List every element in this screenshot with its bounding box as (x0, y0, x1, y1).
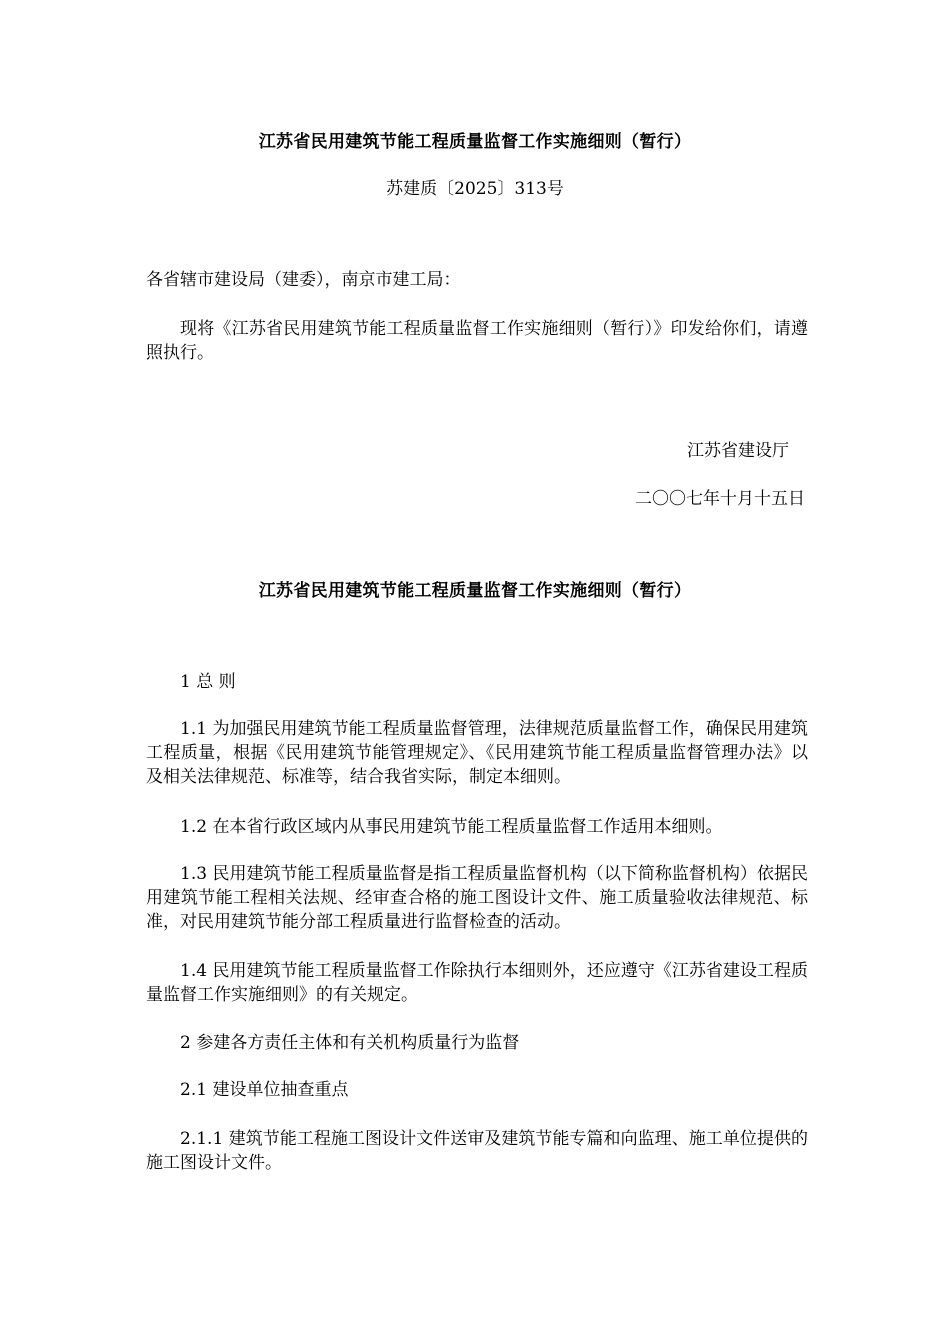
notice-title: 江苏省民用建筑节能工程质量监督工作实施细则（暂行） (258, 132, 692, 152)
article-1-2: 1.2 在本省行政区域内从事民用建筑节能工程质量监督工作适用本细则。 (180, 817, 723, 837)
article-2-1-1: 2.1.1 建筑节能工程施工图设计文件送审及建筑节能专篇和向监理、施工单位提供的施工图设计文件。 (146, 1129, 808, 1173)
issuer: 江苏省建设厅 (687, 441, 789, 461)
rules-title: 江苏省民用建筑节能工程质量监督工作实施细则（暂行） (258, 581, 692, 601)
issue-date: 二〇〇七年十月十五日 (635, 489, 805, 509)
subsection-2-1: 2.1 建设单位抽查重点 (180, 1080, 349, 1100)
section-heading-1: 1 总 则 (180, 672, 236, 692)
article-1-4: 1.4 民用建筑节能工程质量监督工作除执行本细则外，还应遵守《江苏省建设工程质量监督工作实施细则》的有关规定。 (146, 961, 808, 1005)
article-1-1: 1.1 为加强民用建筑节能工程质量监督管理，法律规范质量监督工作，确保民用建筑工程质量，根据《民用建筑节能管理规定》、《民用建筑节能工程质量监督管理办法》以及相关法律规范、标准等，结合我省实际，制定本细则。 (146, 719, 808, 787)
addressee-line: 各省辖市建设局（建委），南京市建工局： (146, 270, 461, 290)
document-number: 苏建质〔2025〕313号 (386, 179, 564, 199)
notice-body: 现将《江苏省民用建筑节能工程质量监督工作实施细则（暂行）》印发给你们，请遵照执行。 (146, 319, 808, 363)
article-1-3: 1.3 民用建筑节能工程质量监督是指工程质量监督机构（以下简称监督机构）依据民用建筑节能工程相关法规、经审查合格的施工图设计文件、施工质量验收法律规范、标准，对民用建筑节能分部工程质量进行监督检查的活动。 (146, 864, 808, 932)
section-heading-2: 2 参建各方责任主体和有关机构质量行为监督 (180, 1033, 520, 1053)
